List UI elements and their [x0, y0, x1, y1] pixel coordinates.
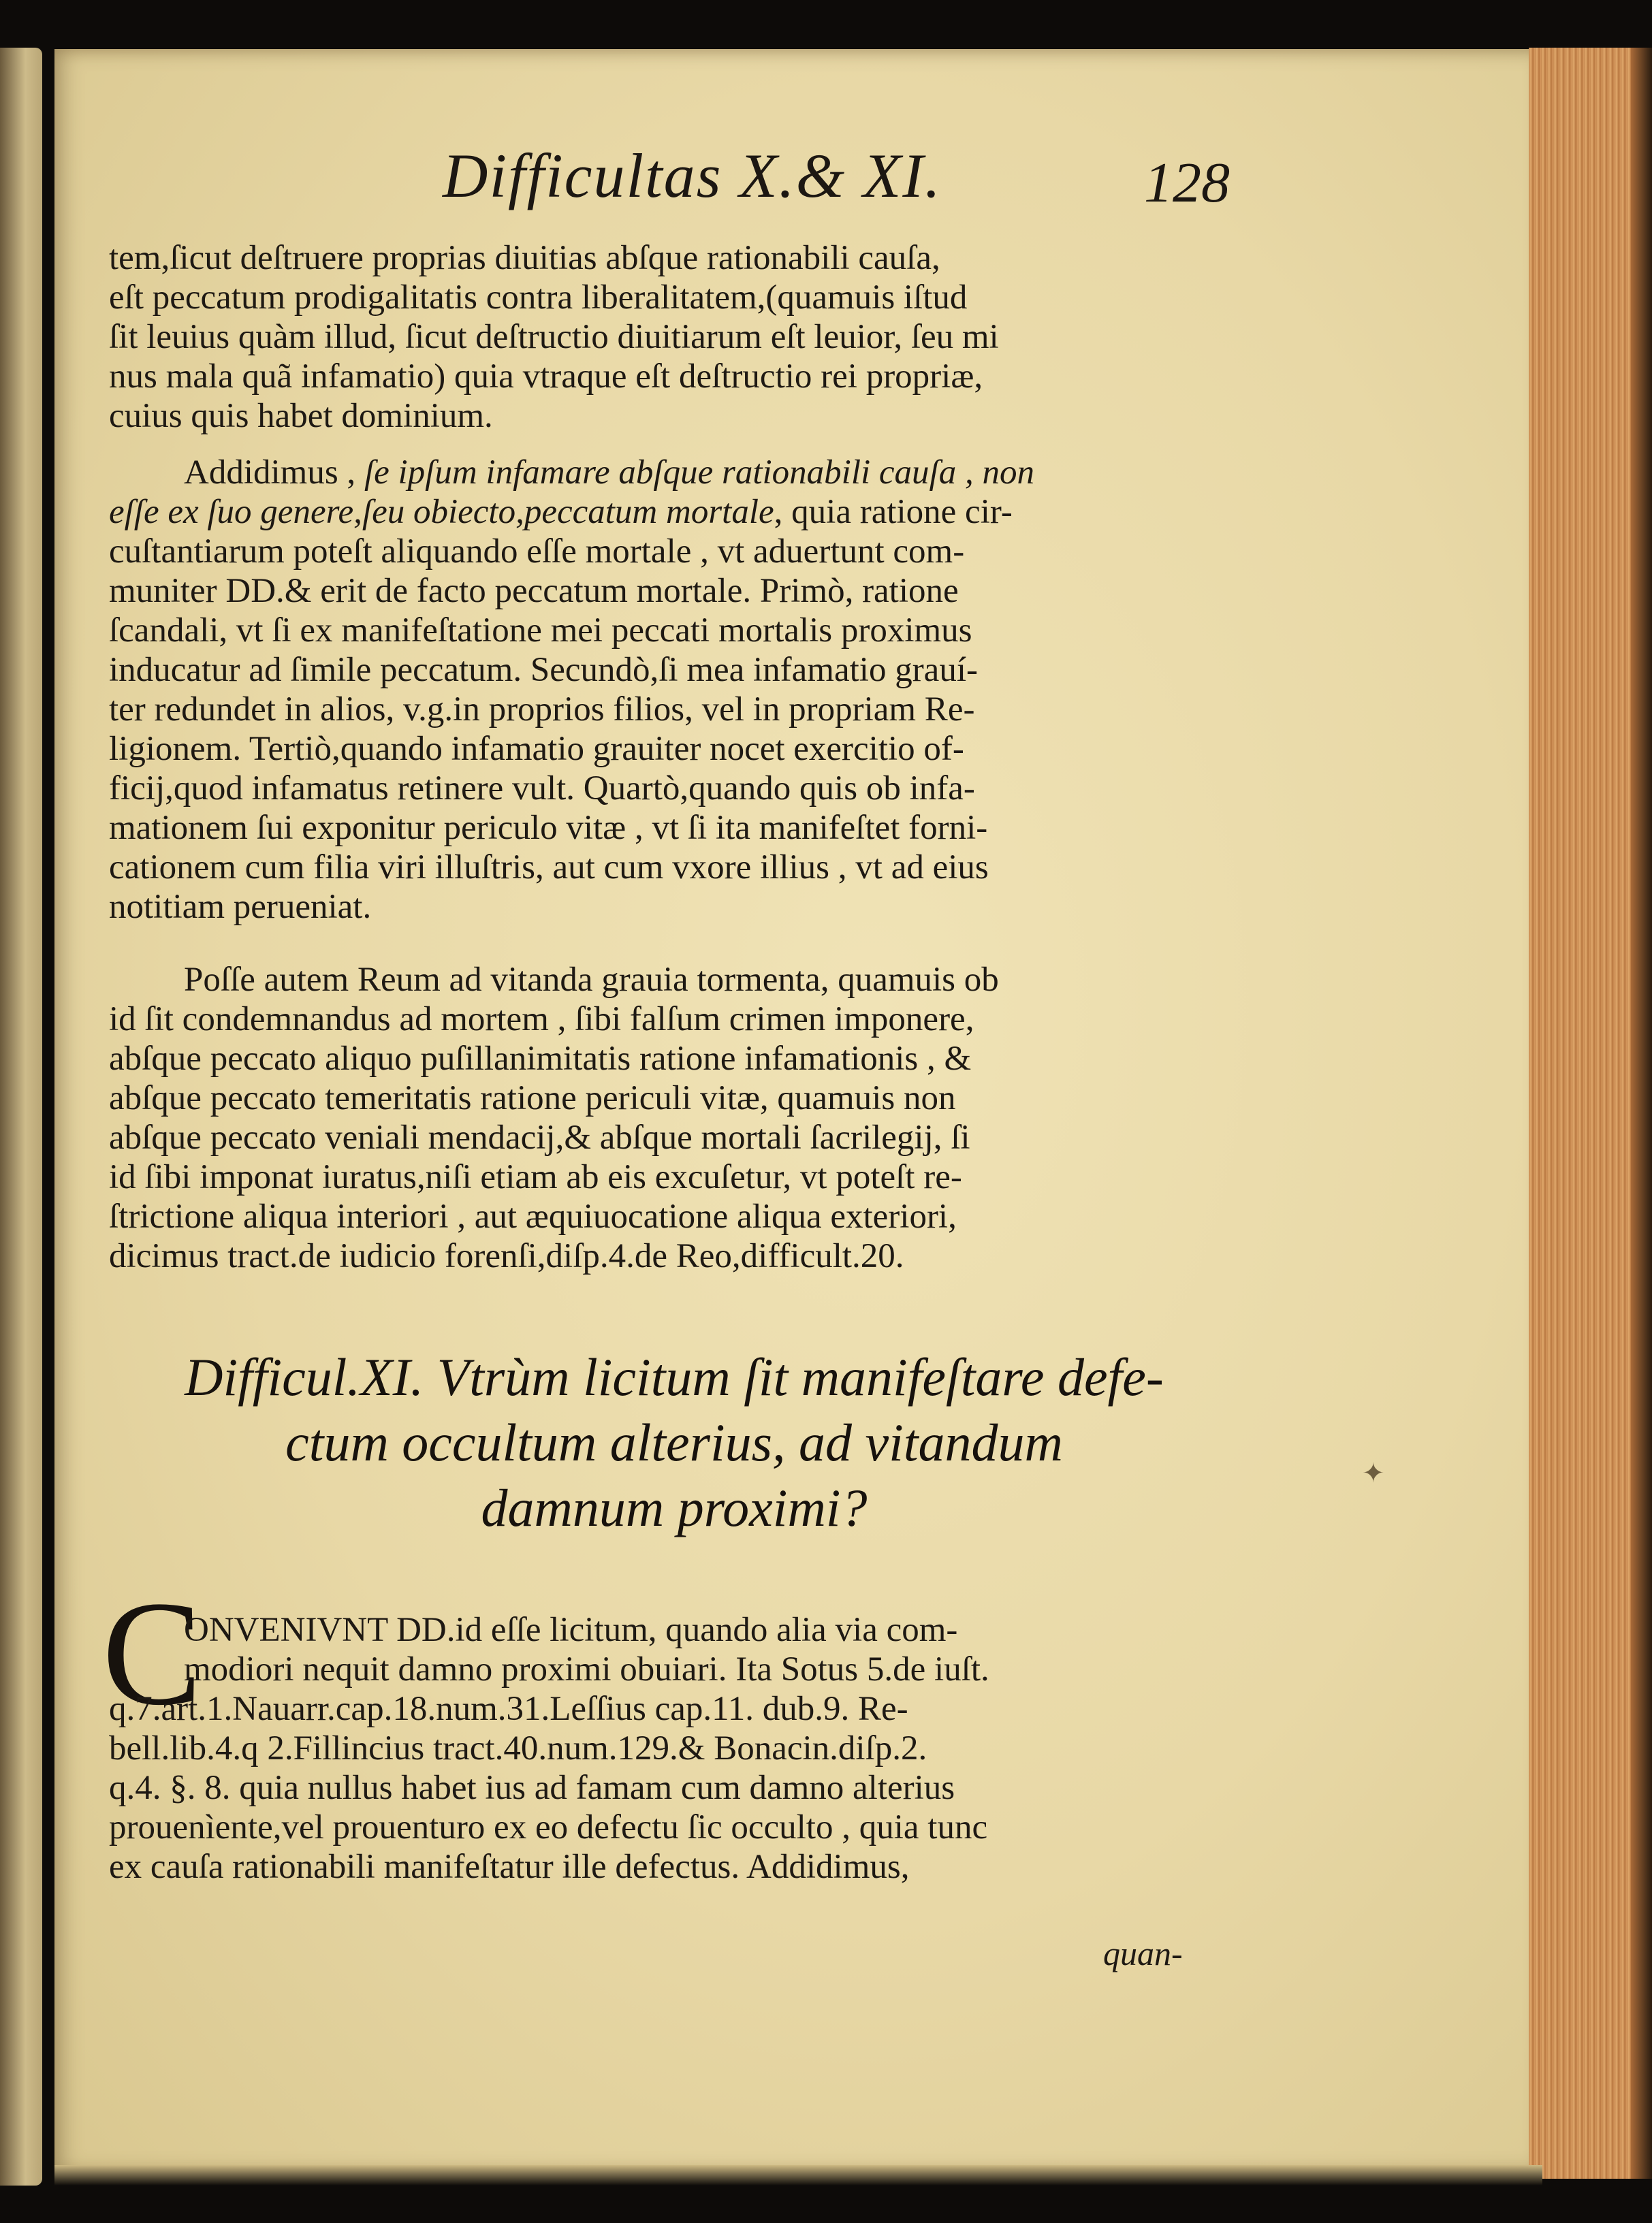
text-line: cationem cum filia viri illuſtris, aut cum vxore illius , vt ad eius: [109, 848, 989, 886]
text-line: ligionem. Tertiò,quando infamatio grauiter nocet exercitio of-: [109, 730, 964, 768]
text-line: ſit leuius quàm illud, ſicut deſtructio diuitiarum eſt leuior, ſeu mi: [109, 318, 999, 356]
page-bottom-shadow: [54, 2165, 1542, 2186]
paragraph-3: [109, 960, 1239, 1276]
text-run: Addidimus ,: [184, 453, 356, 492]
text-line: bell.lib.4.q 2.Fillincius tract.40.num.129.& Bonacin.diſp.2.: [109, 1729, 927, 1768]
text-line: modiori nequit damno proximi obuiari. Ita Sotus 5.de iuſt.: [184, 1650, 989, 1689]
text-line: eſt peccatum prodigalitatis contra liberalitatem,(quamuis iſtud: [109, 278, 968, 317]
text-line: ex cauſa rationabili manifeſtatur ille defectus. Addidimus,: [109, 1848, 910, 1886]
text-line: nus mala quã infamatio) quia vtraque eſt deſtructio rei propriæ,: [109, 357, 983, 396]
text-line: id ſibi imponat iuratus,niſi etiam ab eis excuſetur, vt poteſt re-: [109, 1158, 962, 1196]
text-line: ſtrictione aliqua interiori , aut æquiuocatione aliqua exteriori,: [109, 1198, 957, 1236]
text-line: cuius quis habet dominium.: [109, 397, 493, 435]
text-line: [109, 492, 1239, 532]
text-line: ter redundet in alios, v.g.in proprios filios, vel in propriam Re-: [109, 690, 975, 729]
text-line: prouenìente,vel prouenturo ex eo defectu ſic occulto , quia tunc: [109, 1808, 988, 1846]
heading-line: damnum proximi?: [481, 1478, 868, 1537]
text-line: abſque peccato temeritatis ratione periculi vitæ, quamuis non: [109, 1079, 956, 1117]
text-line: [109, 453, 1239, 492]
section-heading: [109, 1345, 1239, 1541]
text-line: abſque peccato veniali mendacij,& abſque mortali ſacrilegij, ſi: [109, 1119, 970, 1157]
italic-run: eſſe ex ſuo genere,ſeu obiecto,peccatum mortale: [109, 493, 774, 531]
ornament-mark: ✦: [1362, 1458, 1385, 1488]
text-line: inducatur ad ſimile peccatum. Secundò,ſi mea infamatio grauí-: [109, 651, 978, 689]
text-line: q.4. §. 8. quia nullus habet ius ad famam cum damno alterius: [109, 1769, 955, 1807]
paragraph-1: [109, 238, 1239, 436]
text-line: dicimus tract.de iudicio forenſi,diſp.4.de Reo,difficult.20.: [109, 1237, 904, 1275]
paragraph-2: [109, 453, 1239, 927]
text-line: cuſtantiarum poteſt aliquando eſſe mortale , vt aduertunt com-: [109, 532, 965, 571]
text-line: muniter DD.& erit de facto peccatum mortale. Primò, ratione: [109, 572, 959, 610]
fore-edge-shadow: [1631, 48, 1652, 2179]
heading-line: ctum occultum alterius, ad vitandum: [285, 1413, 1063, 1472]
text-line: notitiam perueniat.: [109, 888, 372, 926]
drop-cap: C: [102, 1570, 202, 1736]
italic-run: ſe ipſum infamare abſque rationabili cauſa , non: [364, 453, 1034, 492]
text-line: tem,ſicut deſtruere proprias diuitias abſque rationabili cauſa,: [109, 239, 940, 277]
text-run: , quia ratione cir-: [774, 493, 1013, 531]
text-line: ficij,quod infamatus retinere vult. Quartò,quando quis ob infa-: [109, 769, 975, 807]
catchword: quan-: [1103, 1934, 1183, 1972]
heading-line: Difficul.XI. Vtrùm licitum ſit manifeſtare defe-: [185, 1347, 1164, 1407]
text-line: q.7.art.1.Nauarr.cap.18.num.31.Leſſius cap.11. dub.9. Re-: [109, 1690, 908, 1728]
text-line: id ſit condemnandus ad mortem , ſibi falſum crimen imponere,: [109, 1000, 974, 1038]
text-line: Poſſe autem Reum ad vitanda grauia tormenta, quamuis ob: [184, 961, 999, 999]
text-line: ſcandali, vt ſi ex manifeſtatione mei peccati mortalis proximus: [109, 611, 972, 650]
running-head: Difficultas X.& XI.: [443, 141, 942, 210]
page-number: 128: [1144, 151, 1230, 214]
previous-page-edge: [0, 48, 42, 2186]
text-line: mationem ſui exponitur periculo vitæ , vt ſi ita manifeſtet forni-: [109, 809, 988, 847]
text-line: abſque peccato aliquo puſillanimitatis ratione infamationis , &: [109, 1040, 972, 1078]
text-line: ONVENIVNT DD.id eſſe licitum, quando alia via com-: [184, 1611, 958, 1649]
paragraph-4: [109, 1610, 1239, 1887]
